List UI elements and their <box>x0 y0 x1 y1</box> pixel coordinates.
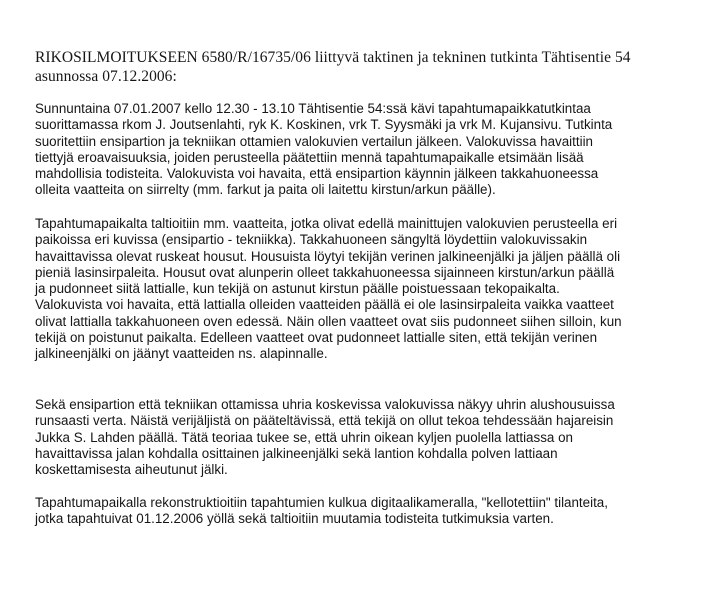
text-line: suoritettiin ensipartion ja tekniikan ottamien valokuvien vertailun jälkeen. Valokuvissa havaittiin <box>35 133 593 149</box>
text-line: ja pudonneet siitä lattialle, kun tekijä on astunut kirstun päälle poistuessaan tekopaikalta. <box>35 281 560 297</box>
text-line: jotka tapahtuivat 01.12.2006 yöllä sekä taltioitiin muutamia todisteita tutkimuksia varten. <box>35 511 554 527</box>
paragraph-reconstruction <box>35 495 715 528</box>
text-line: mahdollisia todisteita. Valokuvista voi havaita, että ensipartion käynnin jälkeen takkahuoneessa <box>35 166 599 182</box>
text-line: tekijä on poistunut paikalta. Edelleen vaatteet ovat pudonneet lattialle siten, että tekijän verinen <box>35 330 598 346</box>
document-heading <box>35 48 705 86</box>
text-line: havaittavissa olevat ruskeat housut. Housuista löytyi tekijän verinen jalkineenjälki ja jäljen päällä oli <box>35 248 621 264</box>
text-line: Valokuvista voi havaita, että lattialla olleiden vaatteiden päällä ei ole lasinsirpaleita vaikka vaatteet <box>35 297 614 313</box>
text-line: olleita vaatteita on siirrelty (mm. farkut ja paita oli laitettu kirstun/arkun päälle). <box>35 182 496 198</box>
text-line: Sekä ensipartion että tekniikan ottamissa uhria koskevissa valokuvissa näkyy uhrin alushousuissa <box>35 397 615 412</box>
paragraph-clothing-evidence <box>35 216 715 363</box>
text-line: jalkineenjälki on jäänyt vaatteiden ns. alapinnalle. <box>35 346 328 362</box>
text-line: olivat lattialla takkahuoneen oven edessä. Näin ollen vaatteet ovat siis pudonneet siihen silloin, kun <box>35 313 622 329</box>
paragraph-site-investigation <box>35 101 715 199</box>
text-line: tiettyjä eroavaisuuksia, joiden perusteella päätettiin mennä tapahtumapaikalle etsimään lisää <box>35 149 584 165</box>
paragraph-victim-photos <box>35 397 715 478</box>
text-line: runsaasti verta. Näistä verijäljistä on pääteltävissä, että tekijä on ollut tekoa tehdessään hajareisin <box>35 413 614 429</box>
text-line: paikoissa eri kuvissa (ensipartio - tekniikka). Takkahuoneen sängyltä löydettiin valokuvissakin <box>35 232 588 248</box>
text-line: suorittamassa rkom J. Joutsenlahti, ryk K. Koskinen, vrk T. Syysmäki ja vrk M. Kujansivu. Tutkinta <box>35 117 613 133</box>
text-line: Sunnuntaina 07.01.2007 kello 12.30 - 13.10 Tähtisentie 54:ssä kävi tapahtumapaikkatutkintaa <box>35 101 591 116</box>
text-line: koskettamisesta aiheutunut jälki. <box>35 462 228 478</box>
text-line: pieniä lasinsirpaleita. Housut ovat alunperin olleet takkahuoneessa sijainneen kirstun/arkun päällä <box>35 264 615 280</box>
text-line: Jukka S. Lahden päällä. Tätä teoriaa tukee se, että uhrin oikean kyljen puolella lattiassa on <box>35 429 573 445</box>
heading-line: asunnossa 07.12.2006: <box>35 68 177 85</box>
text-line: havaittavissa jalan kohdalla osittainen jalkineenjälki sekä lantion kohdalla polven lattiaan <box>35 445 558 461</box>
heading-line: RIKOSILMOITUKSEEN 6580/R/16735/06 liittyvä taktinen ja tekninen tutkinta Tähtisentie 54 <box>35 49 631 66</box>
text-line: Tapahtumapaikalla rekonstruktioitiin tapahtumien kulkua digitaalikameralla, "kellotettiin" tilanteita, <box>35 495 608 510</box>
text-line: Tapahtumapaikalta taltioitiin mm. vaatteita, jotka olivat edellä mainittujen valokuvien perusteella eri <box>35 216 618 231</box>
